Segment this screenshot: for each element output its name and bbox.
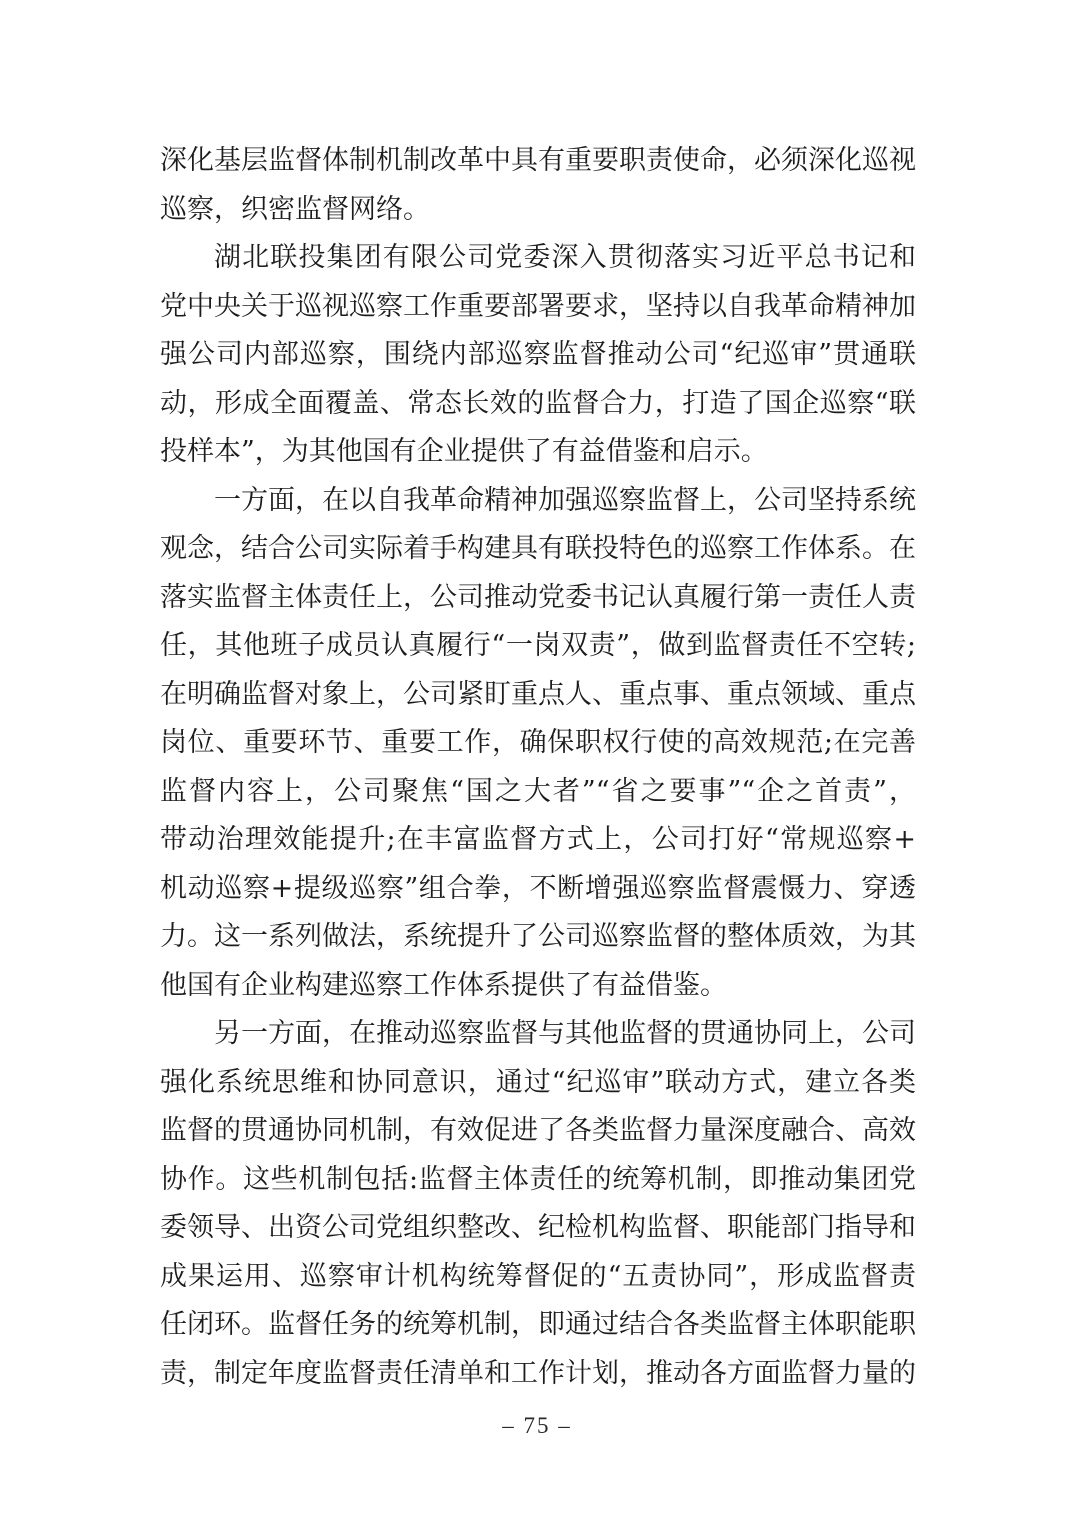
- text-line: 任，其他班子成员认真履行“一岗双责”，做到监督责任不空转;: [160, 630, 916, 661]
- text-line: 巡察，织密监督网络。: [160, 193, 430, 225]
- text-line: 岗位、重要环节、重要工作，确保职权行使的高效规范;在完善: [160, 727, 916, 758]
- text-line: 他国有企业构建巡察工作体系提供了有益借鉴。: [160, 969, 727, 1001]
- text-line: 在明确监督对象上，公司紧盯重点人、重点事、重点领域、重点: [160, 678, 916, 710]
- paragraph: [160, 477, 916, 1011]
- text-line: 监督的贯通协同机制，有效促进了各类监督力量深度融合、高效: [160, 1115, 916, 1146]
- text-line: 党中央关于巡视巡察工作重要部署要求，坚持以自我革命精神加: [160, 290, 916, 322]
- text-line: 投样本”，为其他国有企业提供了有益借鉴和启示。: [160, 436, 768, 467]
- text-line: 强化系统思维和协同意识，通过“纪巡审”联动方式，建立各类: [160, 1066, 916, 1098]
- text-line: 强公司内部巡察，围绕内部巡察监督推动公司“纪巡审”贯通联: [160, 339, 916, 370]
- text-line: 深化基层监督体制机制改革中具有重要职责使命，必须深化巡视: [160, 145, 916, 176]
- text-line: 带动治理效能提升;在丰富监督方式上，公司打好“常规巡察+: [160, 824, 916, 855]
- text-line: 一方面，在以自我革命精神加强巡察监督上，公司坚持系统: [214, 484, 916, 516]
- text-line: 湖北联投集团有限公司党委深入贯彻落实习近平总书记和: [214, 242, 916, 273]
- text-line: 责，制定年度监督责任清单和工作计划，推动各方面监督力量的: [160, 1357, 916, 1389]
- text-line: 力。这一系列做法，系统提升了公司巡察监督的整体质效，为其: [160, 921, 916, 952]
- text-line: 另一方面，在推动巡察监督与其他监督的贯通协同上，公司: [214, 1018, 916, 1049]
- text-line: 协作。这些机制包括:监督主体责任的统筹机制，即推动集团党: [160, 1163, 916, 1195]
- text-line: 落实监督主体责任上，公司推动党委书记认真履行第一责任人责: [160, 581, 916, 613]
- paragraph: [160, 137, 916, 234]
- page-number: – 75 –: [502, 1413, 572, 1438]
- paragraph: [160, 1010, 916, 1398]
- text-line: 机动巡察+提级巡察”组合拳，不断增强巡察监督震慑力、穿透: [160, 872, 916, 904]
- paragraph: [160, 234, 916, 477]
- document-body-text: [160, 137, 916, 1398]
- text-line: 成果运用、巡察审计机构统筹督促的“五责协同”，形成监督责: [160, 1260, 916, 1292]
- text-line: 动，形成全面覆盖、常态长效的监督合力，打造了国企巡察“联: [160, 387, 916, 419]
- text-line: 监督内容上，公司聚焦“国之大者”“省之要事”“企之首责”，: [160, 775, 916, 807]
- text-line: 观念，结合公司实际着手构建具有联投特色的巡察工作体系。在: [160, 533, 916, 564]
- text-line: 委领导、出资公司党组织整改、纪检机构监督、职能部门指导和: [160, 1212, 916, 1243]
- text-line: 任闭环。监督任务的统筹机制，即通过结合各类监督主体职能职: [160, 1309, 916, 1340]
